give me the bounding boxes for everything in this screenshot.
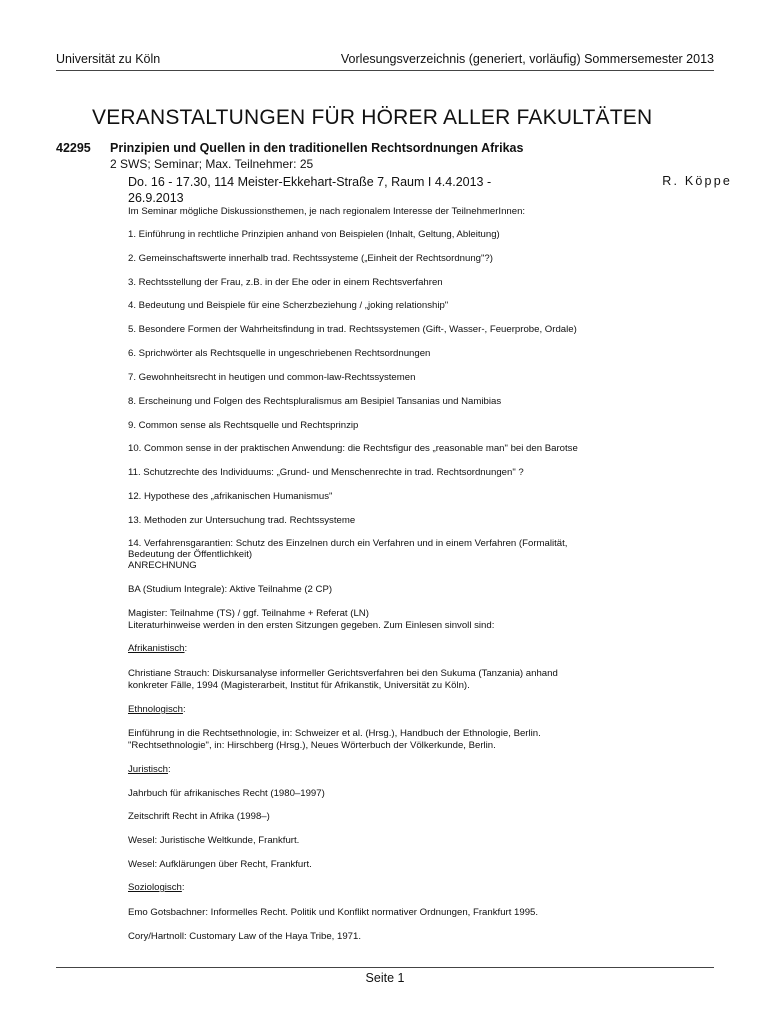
topic-item: 5. Besondere Formen der Wahrheitsfindung in trad. Rechtssystemen (Gift-, Wasser-, Feuerprobe, Ordale) bbox=[128, 324, 577, 335]
lit-entry: Wesel: Juristische Weltkunde, Frankfurt. bbox=[128, 835, 300, 846]
header-university: Universität zu Köln bbox=[56, 52, 161, 66]
topic-item: 12. Hypothese des „afrikanischen Humanismus" bbox=[128, 491, 333, 502]
topic-item: 7. Gewohnheitsrecht in heutigen und common-law-Rechtssystemen bbox=[128, 372, 416, 383]
lit-entry: Jahrbuch für afrikanisches Recht (1980–1997) bbox=[128, 788, 325, 799]
topic-item: 2. Gemeinschaftswerte innerhalb trad. Rechtssysteme („Einheit der Rechtsordnung"?) bbox=[128, 253, 493, 264]
course-number: 42295 bbox=[56, 141, 91, 155]
lit-heading: Soziologisch bbox=[128, 882, 182, 893]
lit-heading: Ethnologisch bbox=[128, 704, 183, 715]
magister-credit: Magister: Teilnahme (TS) / ggf. Teilnahme + Referat (LN) bbox=[128, 608, 369, 619]
course-title: Prinzipien und Quellen in den traditionellen Rechtsordnungen Afrikas bbox=[110, 141, 524, 155]
topic-item: 14. Verfahrensgarantien: Schutz des Einzelnen durch ein Verfahren und in einem Verfahren (Formalität, bbox=[128, 538, 568, 549]
course-schedule: Do. 16 - 17.30, 114 Meister-Ekkehart-Straße 7, Raum I 4.4.2013 - 26.9.2013 bbox=[128, 175, 492, 205]
lit-entry-continued: konkreter Fälle, 1994 (Magisterarbeit, Institut für Afrikanstik, Universität zu Köln). bbox=[128, 680, 470, 691]
lit-entry: Cory/Hartnoll: Customary Law of the Haya Tribe, 1971. bbox=[128, 931, 362, 942]
lit-entry: Emo Gotsbachner: Informelles Recht. Politik und Konflikt normativer Ordnungen, Frankfurt 1995. bbox=[128, 907, 539, 918]
literature-note: Literaturhinweise werden in den ersten Sitzungen gegeben. Zum Einlesen sinvoll sind: bbox=[128, 620, 495, 631]
lit-section-ethnologisch: Ethnologisch: bbox=[128, 704, 186, 715]
course-lecturer: R. Köppe bbox=[662, 174, 732, 188]
topic-item: 3. Rechtsstellung der Frau, z.B. in der Ehe oder in einem Rechtsverfahren bbox=[128, 277, 443, 288]
header-catalog-title: Vorlesungsverzeichnis (generiert, vorläufig) Sommersemester 2013 bbox=[340, 52, 714, 66]
topic-item: 4. Bedeutung und Beispiele für eine Scherzbeziehung / „joking relationship" bbox=[128, 300, 449, 311]
topic-item-continued: Bedeutung der Öffentlichkeit) bbox=[128, 549, 253, 560]
lit-heading: Juristisch bbox=[128, 764, 168, 775]
credit-heading: ANRECHNUNG bbox=[128, 560, 197, 571]
ba-credit: BA (Studium Integrale): Aktive Teilnahme (2 CP) bbox=[128, 584, 333, 595]
lit-section-juristisch: Juristisch: bbox=[128, 764, 171, 775]
topic-item: 11. Schutzrechte des Individuums: „Grund- und Menschenrechte in trad. Rechtsordnungen" ? bbox=[128, 467, 524, 478]
topic-item: 1. Einführung in rechtliche Prinzipien anhand von Beispielen (Inhalt, Geltung, Ableitung) bbox=[128, 229, 500, 240]
lit-entry: "Rechtsethnologie", in: Hirschberg (Hrsg.), Neues Wörterbuch der Völkerkunde, Berlin. bbox=[128, 740, 496, 751]
course-meta: 2 SWS; Seminar; Max. Teilnehmer: 25 bbox=[110, 157, 314, 171]
lit-section-soziologisch: Soziologisch: bbox=[128, 882, 185, 893]
lit-entry: Christiane Strauch: Diskursanalyse informeller Gerichtsverfahren bei den Sukuma (Tanzania) anhand bbox=[128, 668, 558, 679]
lit-heading: Afrikanistisch bbox=[128, 643, 185, 654]
intro-text: Im Seminar mögliche Diskussionsthemen, je nach regionalem Interesse der TeilnehmerInnen: bbox=[128, 206, 526, 217]
topic-item: 9. Common sense als Rechtsquelle und Rechtsprinzip bbox=[128, 420, 359, 431]
topic-item: 6. Sprichwörter als Rechtsquelle in ungeschriebenen Rechtsordnungen bbox=[128, 348, 431, 359]
page-title: VERANSTALTUNGEN FÜR HÖRER ALLER FAKULTÄTEN bbox=[92, 106, 653, 129]
lit-entry: Wesel: Aufklärungen über Recht, Frankfurt. bbox=[128, 859, 312, 870]
lit-entry: Zeitschrift Recht in Afrika (1998–) bbox=[128, 811, 270, 822]
topic-item: 13. Methoden zur Untersuchung trad. Rechtssysteme bbox=[128, 515, 356, 526]
topic-item: 8. Erscheinung und Folgen des Rechtspluralismus am Besipiel Tansanias und Namibias bbox=[128, 396, 502, 407]
topic-item: 10. Common sense in der praktischen Anwendung: die Rechtsfigur des „reasonable man" bei den Barotse bbox=[128, 443, 578, 454]
lit-entry: Einführung in die Rechtsethnologie, in: Schweizer et al. (Hrsg.), Handbuch der Ethnologie, Berlin. bbox=[128, 728, 541, 739]
header-rule bbox=[56, 70, 714, 71]
lit-section-afrikanistisch: Afrikanistisch: bbox=[128, 643, 188, 654]
footer-rule bbox=[56, 967, 714, 968]
page-number: Seite 1 bbox=[365, 971, 405, 985]
